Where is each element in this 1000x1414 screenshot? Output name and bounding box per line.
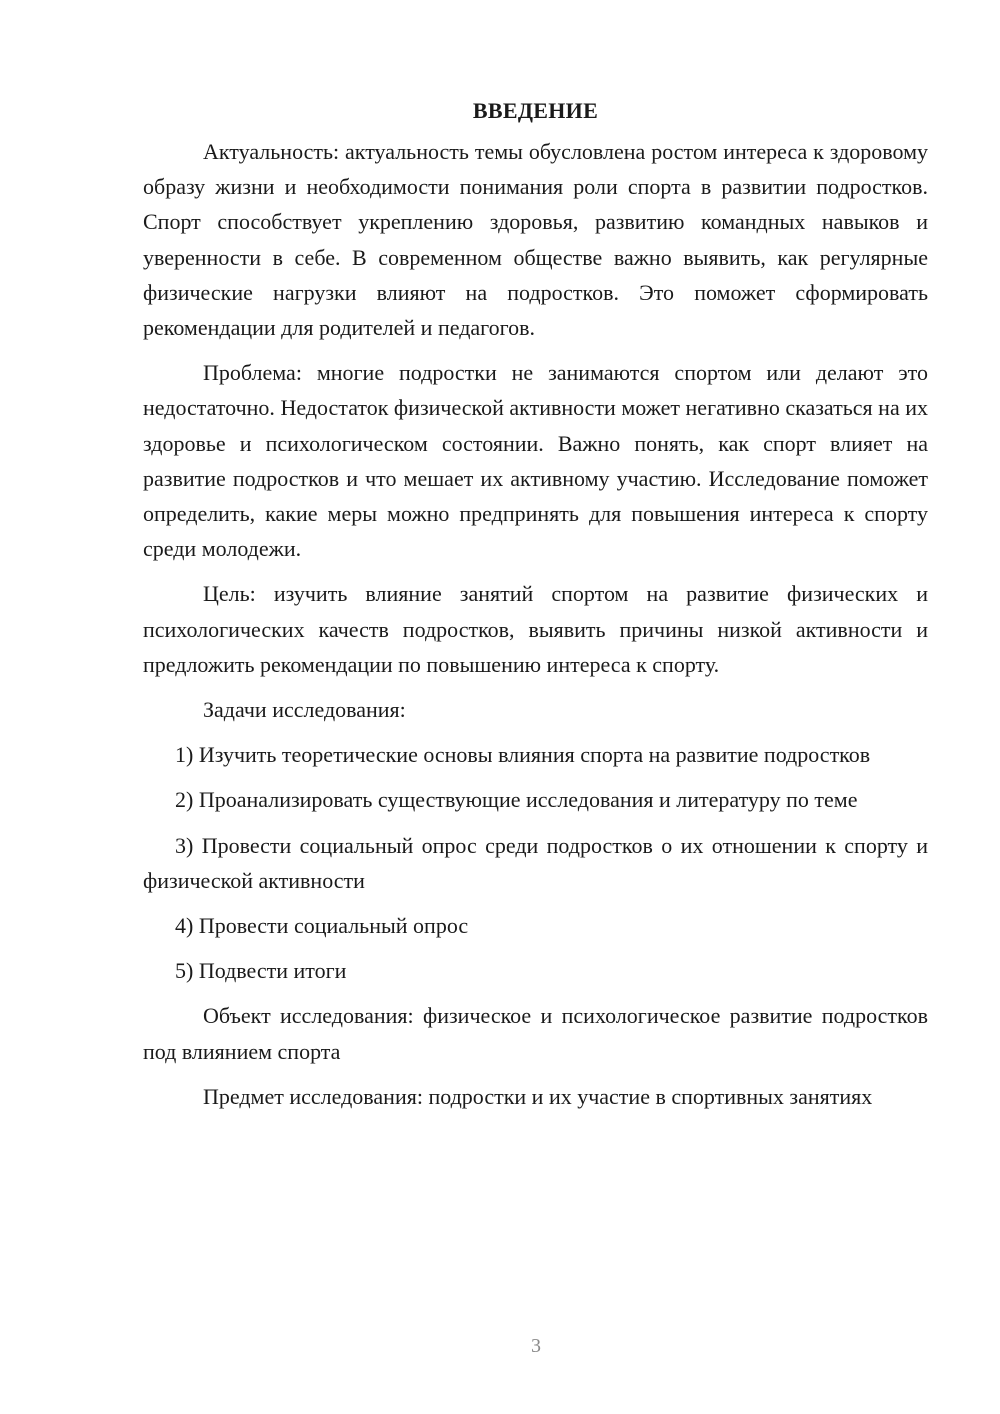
page-number: 3 — [531, 1335, 541, 1357]
paragraph-goal: Цель: изучить влияние занятий спортом на развитие физических и психологических качеств подростков, выявить причины низкой активности и предложить рекомендации по повышению интереса к спорту. — [143, 581, 928, 677]
task-item-3: 3) Провести социальный опрос среди подростков о их отношении к спорту и физической активности — [143, 832, 928, 893]
paragraph-problem: Проблема: многие подростки не занимаются спортом или делают это недостаточно. Недостаток физической активности может негативно сказаться на их здоровье и психологическом состоянии. Важно понять, как спорт влияет на развитие подростков и что мешает их активному участию. Исследование поможет определить, какие меры можно предпринять для повышения интереса к спорту среди молодежи. — [143, 360, 928, 562]
document-body — [143, 93, 928, 1124]
paragraph-object: Объект исследования: физическое и психологическое развитие подростков под влиянием спорта — [143, 1003, 928, 1064]
task-item-4: 4) Провести социальный опрос — [175, 913, 469, 939]
task-item-2: 2) Проанализировать существующие исследования и литературу по теме — [175, 787, 858, 813]
task-item-1: 1) Изучить теоретические основы влияния спорта на развитие подростков — [175, 742, 871, 768]
task-item-5: 5) Подвести итоги — [175, 958, 347, 984]
section-title: ВВЕДЕНИЕ — [472, 98, 599, 123]
paragraph-relevance: Актуальность: актуальность темы обусловлена ростом интереса к здоровому образу жизни и необходимости понимания роли спорта в развитии подростков. Спорт способствует укреплению здоровья, развитию командных навыков и уверенности в себе. В современном обществе важно выявить, как регулярные физические нагрузки влияют на подростков. Это поможет сформировать рекомендации для родителей и педагогов. — [143, 139, 928, 341]
paragraph-subject: Предмет исследования: подростки и их участие в спортивных занятиях — [203, 1083, 873, 1109]
paragraph-tasks-heading: Задачи исследования: — [203, 697, 406, 723]
